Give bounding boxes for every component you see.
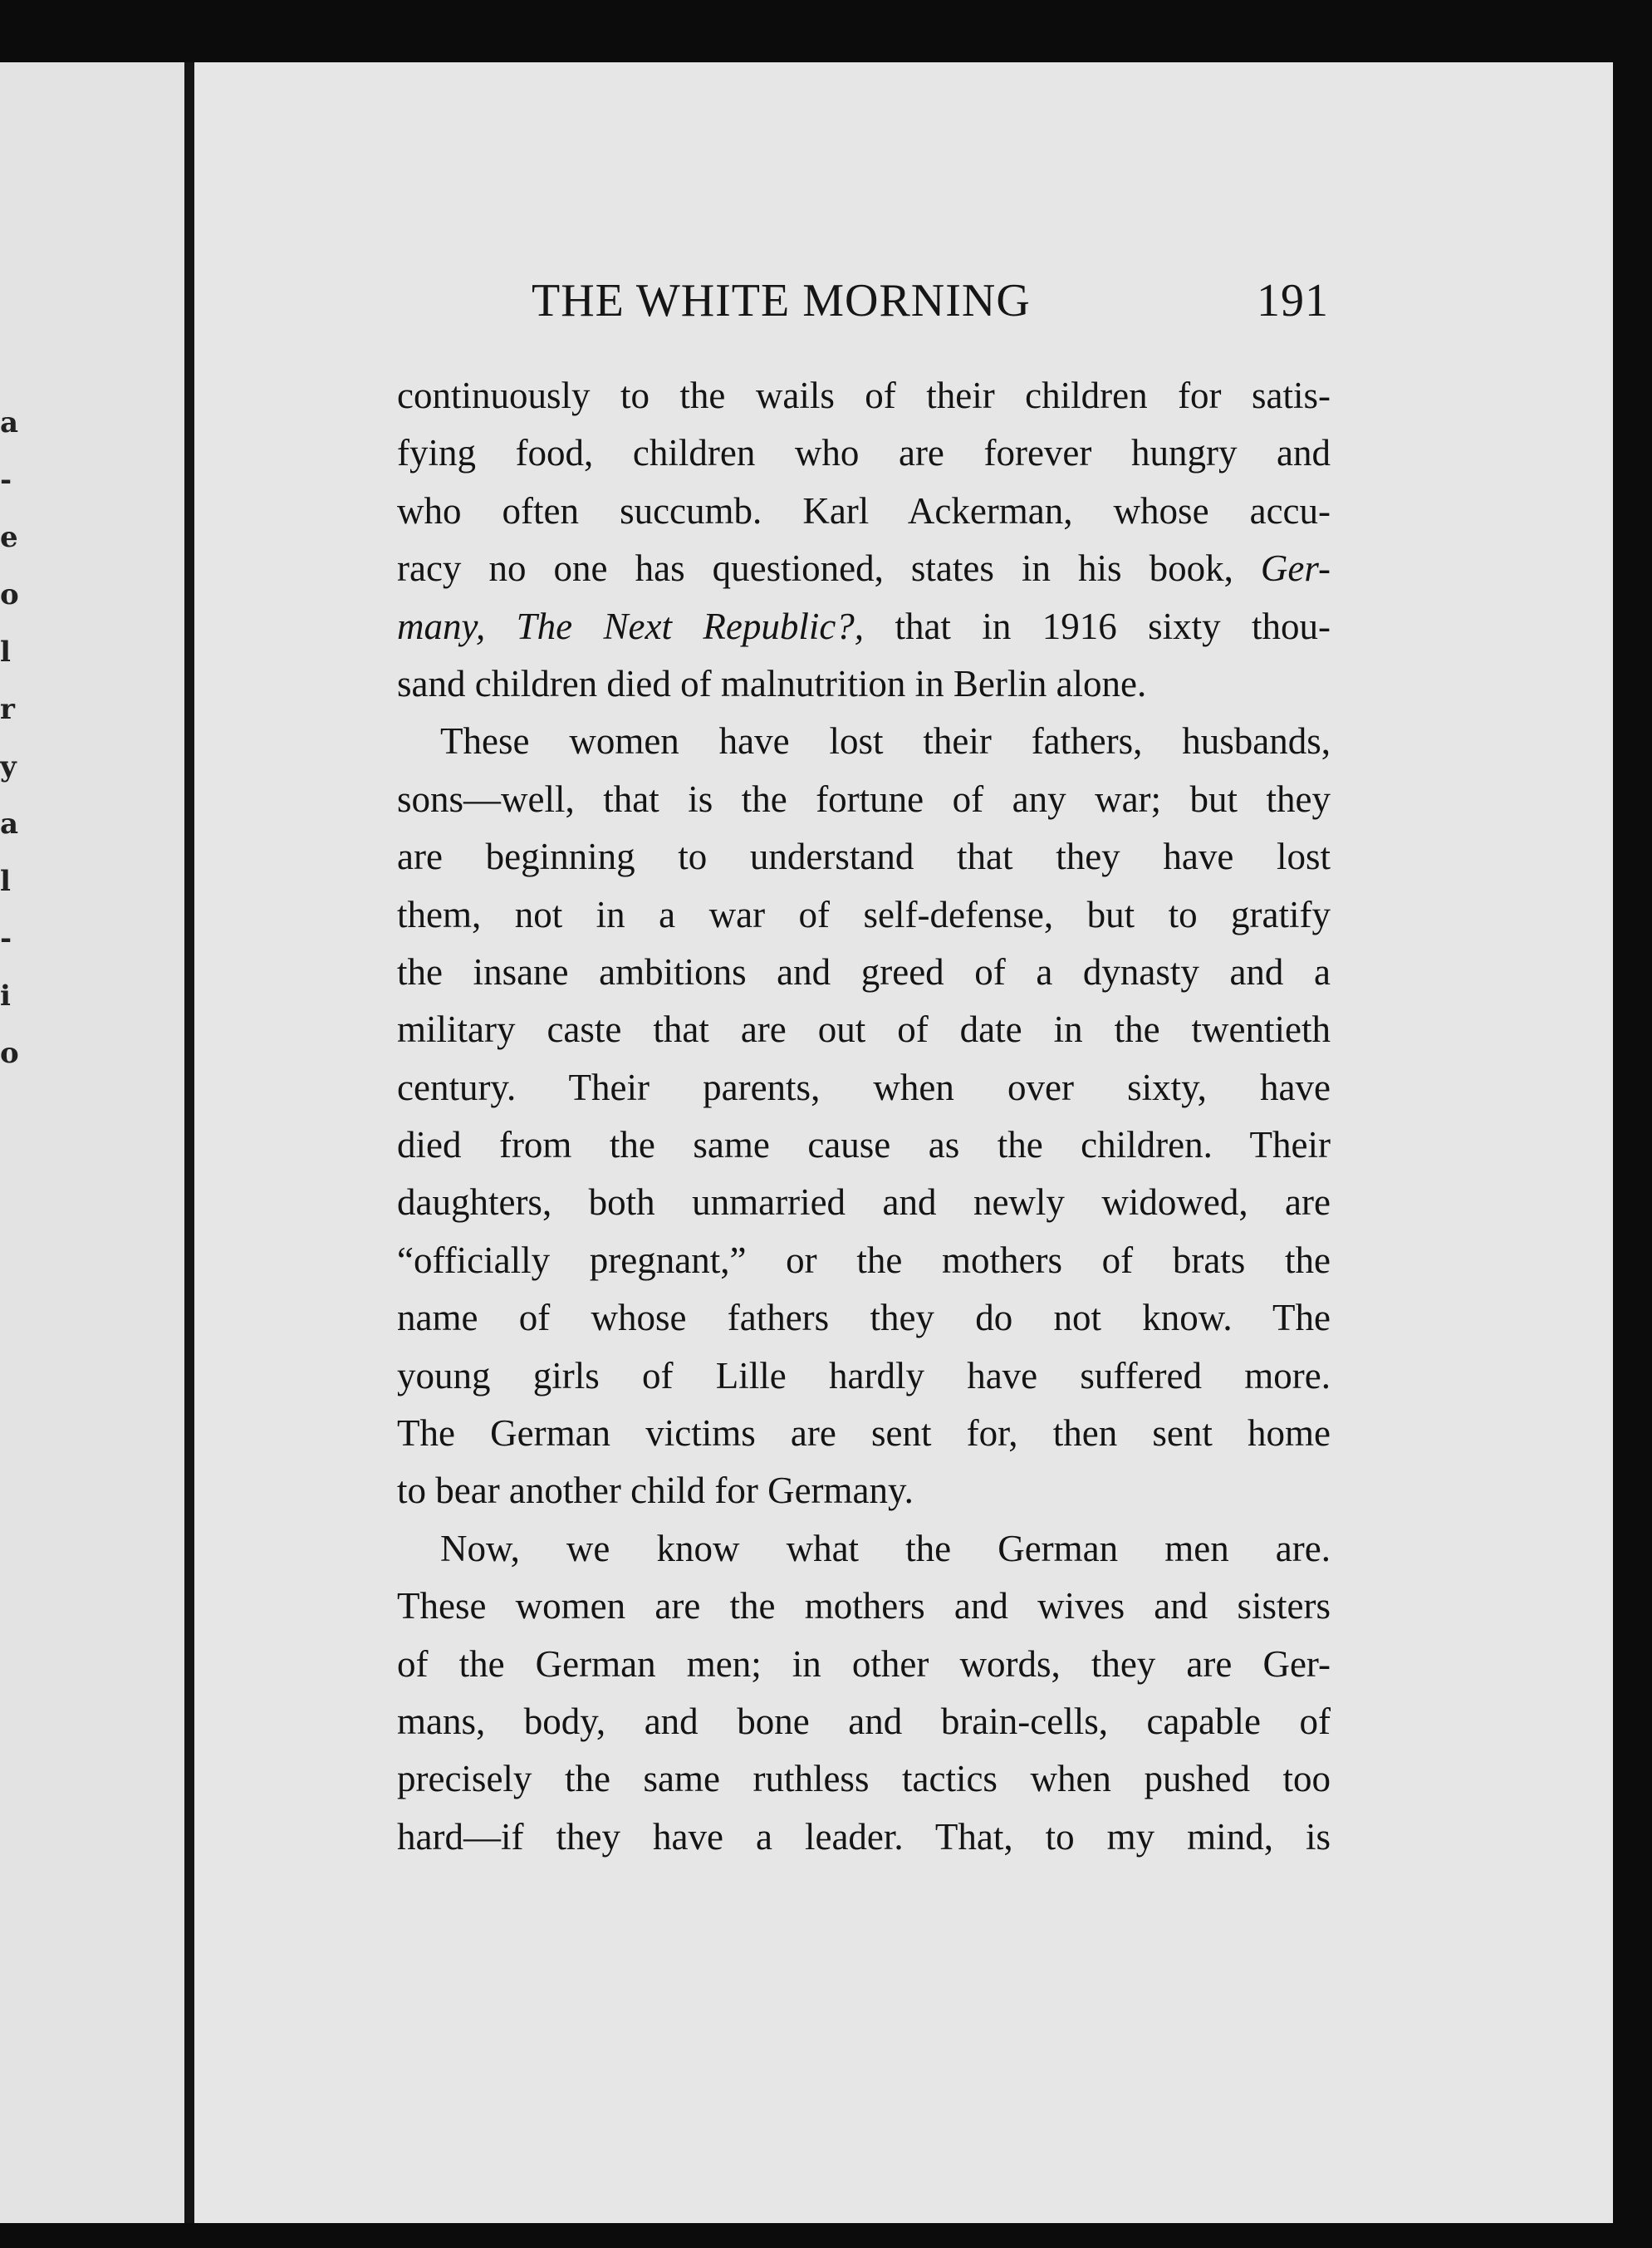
text-line: them, not in a war of self-defense, but to gratify — [397, 893, 1331, 935]
fragment: r — [0, 693, 15, 726]
book-gutter — [184, 62, 194, 2226]
left-page-edge — [0, 62, 188, 2226]
text-line: sand children died of malnutrition in Berlin alone. — [397, 662, 1147, 704]
running-header — [532, 274, 1329, 341]
fragment: l — [0, 636, 11, 669]
fragment: l — [0, 865, 11, 898]
text-line: are beginning to understand that they have lost — [397, 836, 1331, 878]
text-line: name of whose fathers they do not know. The — [397, 1297, 1331, 1339]
text-line: Now, we know what the German men are. — [440, 1527, 1331, 1569]
fragment: e — [0, 521, 18, 554]
fragment: - — [0, 922, 12, 955]
text-line: died from the same cause as the children. Their — [397, 1124, 1331, 1166]
fragment: y — [0, 750, 17, 783]
left-page-text-fragments — [0, 406, 33, 1082]
text-line-with-italic — [397, 598, 1331, 655]
fragment: a — [0, 406, 19, 439]
fragment: a — [0, 807, 19, 841]
book-title-italic: many, The Next Republic?, — [397, 605, 865, 647]
text-segment: racy no one has questioned, states in his book, — [397, 547, 1233, 590]
body-text — [397, 367, 1331, 1866]
bottom-edge-shadow — [0, 2223, 1652, 2248]
text-line: young girls of Lille hardly have suffered more. — [397, 1354, 1331, 1396]
text-line: These women have lost their fathers, husbands, — [440, 720, 1331, 763]
book-title-italic: Ger- — [1260, 547, 1331, 590]
text-line-with-italic — [397, 540, 1331, 597]
text-line: hard—if they have a leader. That, to my mind, is — [397, 1815, 1331, 1858]
text-line: The German victims are sent for, then sent home — [397, 1412, 1331, 1455]
text-line: fying food, children who are forever hungry and — [397, 432, 1331, 474]
fragment: o — [0, 578, 19, 611]
page-edge-shadow — [1613, 62, 1652, 2248]
text-line: who often succumb. Karl Ackerman, whose accu- — [397, 489, 1331, 532]
text-line: precisely the same ruthless tactics when pushed too — [397, 1758, 1331, 1800]
text-line: These women are the mothers and wives and sisters — [397, 1585, 1331, 1627]
text-line: sons—well, that is the fortune of any war; but they — [397, 778, 1331, 820]
page-number: 191 — [1257, 275, 1329, 326]
text-line: to bear another child for Germany. — [397, 1470, 914, 1512]
text-line: “officially pregnant,” or the mothers of brats the — [397, 1239, 1331, 1281]
text-line: continuously to the wails of their children for satis- — [397, 375, 1331, 416]
text-line: of the German men; in other words, they are Ger- — [397, 1642, 1331, 1685]
text-line: mans, body, and bone and brain-cells, capable of — [397, 1700, 1331, 1742]
text-segment: that in 1916 sixty thou- — [895, 605, 1331, 647]
text-line: the insane ambitions and greed of a dynasty and a — [397, 950, 1331, 993]
running-title: THE WHITE MORNING — [532, 275, 1031, 326]
text-line: daughters, both unmarried and newly widowed, are — [397, 1181, 1331, 1224]
text-line: military caste that are out of date in the twentieth — [397, 1009, 1331, 1051]
text-line: century. Their parents, when over sixty, have — [397, 1066, 1331, 1108]
fragment: - — [0, 464, 12, 497]
fragment: o — [0, 1037, 19, 1070]
fragment: i — [0, 979, 11, 1013]
